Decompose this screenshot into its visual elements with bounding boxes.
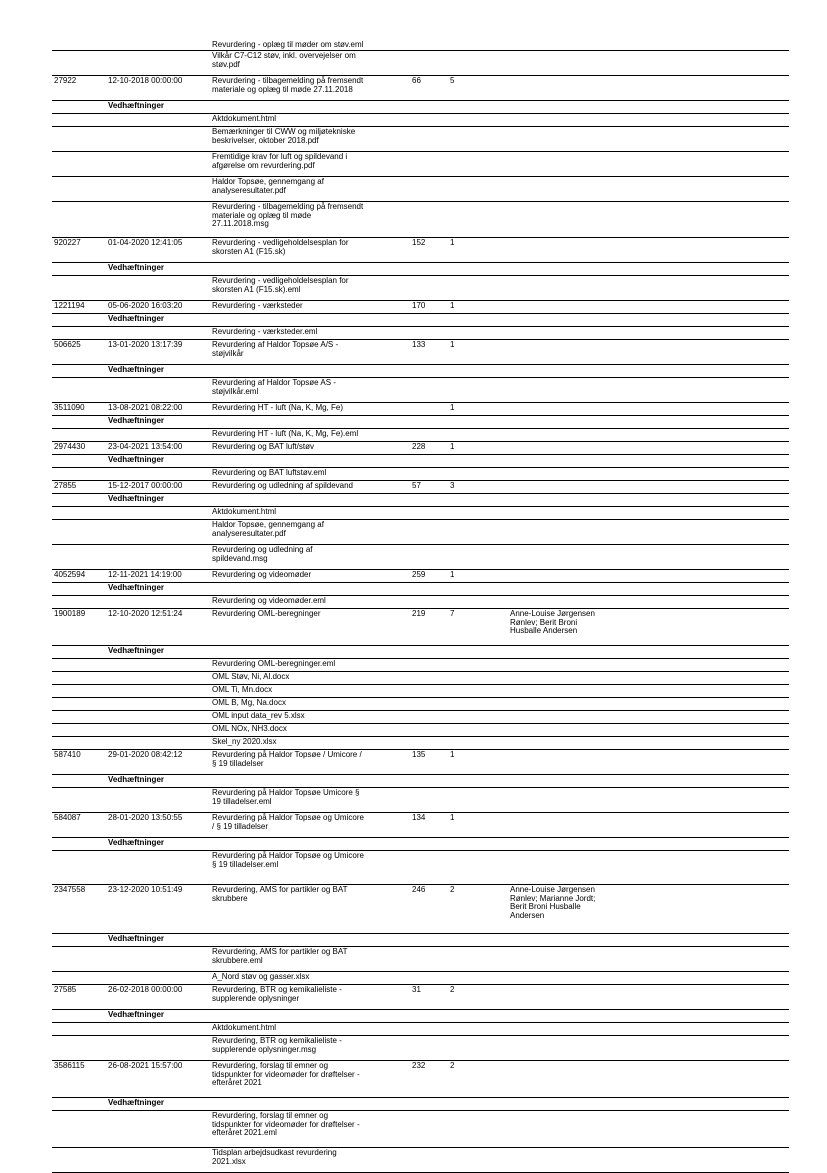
attachments-header-row (52, 494, 789, 507)
record-number: 57 (412, 481, 421, 490)
attachment-row (52, 659, 789, 672)
record-date: 28-01-2020 13:50:55 (108, 813, 183, 822)
record-title: Revurdering på Haldor Topsøe og Umicore / § 19 tilladelser (212, 813, 364, 831)
record-number: 31 (412, 985, 421, 994)
attachments-header-row (52, 365, 789, 378)
attachment-count: 1 (450, 301, 455, 310)
attachments-label: Vedhæftninger (108, 1098, 165, 1107)
attachments-label: Vedhæftninger (108, 314, 165, 323)
attachment-filename: Bemærkninger til CWW og miljøtekniske beskrivelser, oktober 2018.pdf (212, 127, 356, 145)
record-row (52, 1061, 789, 1098)
record-title: Revurdering af Haldor Topsøe A/S - støjvilkår (212, 340, 339, 358)
attachment-filename: A_Nord støv og gasser.xlsx (212, 972, 310, 981)
record-id: 920227 (54, 238, 81, 247)
attachment-filename: Haldor Topsøe, gennemgang af analyseresultater.pdf (212, 177, 324, 195)
record-number: 135 (412, 750, 426, 759)
record-row (52, 813, 789, 838)
attachment-row (52, 177, 789, 202)
attachment-filename: Revurdering - oplæg til møder om støv.eml (212, 40, 364, 49)
record-id: 27585 (54, 985, 77, 994)
attachments-label: Vedhæftninger (108, 494, 165, 503)
record-row (52, 481, 789, 494)
record-title: Revurdering på Haldor Topsøe / Umicore / § 19 tilladelser (212, 750, 362, 768)
record-row (52, 750, 789, 775)
record-date: 23-12-2020 10:51:49 (108, 885, 183, 894)
record-number: 259 (412, 570, 426, 579)
attachment-count: 2 (450, 1061, 455, 1070)
attachment-count: 3 (450, 481, 455, 490)
record-id: 27855 (54, 481, 77, 490)
attachment-count: 1 (450, 340, 455, 349)
record-id: 584087 (54, 813, 81, 822)
attachments-label: Vedhæftninger (108, 646, 165, 655)
record-participants: Anne-Louise Jørgensen Rønlev; Marianne Jordt; Berit Broni Husballe Andersen (510, 885, 596, 920)
attachment-row (52, 378, 789, 403)
attachments-header-row (52, 775, 789, 788)
attachments-label: Vedhæftninger (108, 101, 165, 110)
attachment-filename: Revurdering og BAT luftstøv.eml (212, 468, 327, 477)
record-number: 170 (412, 301, 426, 310)
attachment-row (52, 698, 789, 711)
attachment-count: 1 (450, 238, 455, 247)
attachment-filename: Revurdering, BTR og kemikalieliste - supplerende oplysninger.msg (212, 1036, 342, 1054)
record-row (52, 403, 789, 416)
attachment-row (52, 202, 789, 238)
attachment-filename: Revurdering - vedligeholdelsesplan for skorsten A1 (F15.sk).eml (212, 276, 349, 294)
attachments-header-row (52, 314, 789, 327)
record-number: 152 (412, 238, 426, 247)
record-id: 2974430 (54, 442, 86, 451)
attachment-count: 1 (450, 750, 455, 759)
record-title: Revurdering og udledning af spildevand (212, 481, 353, 490)
record-number: 133 (412, 340, 426, 349)
attachment-row (52, 788, 789, 813)
attachment-row (52, 851, 789, 885)
attachment-filename: Aktdokument.html (212, 114, 277, 123)
attachment-filename: Revurdering HT - luft (Na, K, Mg, Fe).eml (212, 429, 359, 438)
attachment-filename: Vilkår C7-C12 støv, inkl. overvejelser om støv.pdf (212, 51, 356, 69)
attachment-filename: Revurdering OML-beregninger.eml (212, 659, 336, 668)
attachment-row (52, 327, 789, 340)
attachment-count: 1 (450, 813, 455, 822)
record-participants: Anne-Louise Jørgensen Rønlev; Berit Broni Husballe Andersen (510, 609, 595, 636)
record-title: Revurdering og BAT luft/støv (212, 442, 314, 451)
attachment-filename: Revurdering - værksteder.eml (212, 327, 318, 336)
record-date: 12-11-2021 14:19:00 (108, 570, 182, 579)
attachment-row (52, 724, 789, 737)
record-number: 228 (412, 442, 426, 451)
record-title: Revurdering - tilbagemelding på fremsendt materiale og oplæg til møde 27.11.2018 (212, 76, 364, 94)
record-date: 12-10-2020 12:51:24 (108, 609, 183, 618)
attachments-header-row (52, 934, 789, 947)
attachment-filename: Skel_ny 2020.xlsx (212, 737, 277, 746)
attachment-row (52, 947, 789, 972)
attachments-header-row (52, 416, 789, 429)
attachments-header-row (52, 583, 789, 596)
records-table (52, 40, 789, 1173)
record-number: 134 (412, 813, 426, 822)
record-id: 1900189 (54, 609, 86, 618)
record-title: Revurdering HT - luft (Na, K, Mg, Fe) (212, 403, 343, 412)
attachment-row (52, 152, 789, 177)
record-title: Revurdering OML-beregninger (212, 609, 321, 618)
attachment-filename: Revurdering, forslag til emner og tidspunkter for videomøder for drøftelser - efteråret 2021.eml (212, 1111, 360, 1138)
attachment-row (52, 672, 789, 685)
attachments-header-row (52, 455, 789, 468)
record-title: Revurdering, AMS for partikler og BAT skrubbere (212, 885, 348, 903)
attachment-filename: Fremtidige krav for luft og spildevand i afgørelse om revurdering.pdf (212, 152, 348, 170)
attachment-row (52, 520, 789, 545)
attachments-header-row (52, 1010, 789, 1023)
record-row (52, 76, 789, 101)
record-date: 26-08-2021 15:57:00 (108, 1061, 183, 1070)
attachment-row (52, 1111, 789, 1148)
attachment-filename: Revurdering - tilbagemelding på fremsendt materiale og oplæg til møde 27.11.2018.msg (212, 202, 364, 229)
record-id: 2347558 (54, 885, 86, 894)
record-id: 4052594 (54, 570, 86, 579)
attachment-row (52, 1023, 789, 1036)
record-number: 246 (412, 885, 426, 894)
record-row (52, 609, 789, 646)
record-date: 12-10-2018 00:00:00 (108, 76, 183, 85)
attachment-row (52, 429, 789, 442)
attachment-row (52, 40, 789, 51)
record-row (52, 570, 789, 583)
attachment-filename: Revurdering, AMS for partikler og BAT skrubbere.eml (212, 947, 348, 965)
record-number: 66 (412, 76, 421, 85)
attachment-row (52, 1036, 789, 1061)
record-date: 13-08-2021 08:22:00 (108, 403, 183, 412)
attachment-row (52, 685, 789, 698)
record-date: 13-01-2020 13:17:39 (108, 340, 183, 349)
attachment-filename: Revurdering og udledning af spildevand.msg (212, 545, 313, 563)
attachment-row (52, 596, 789, 609)
attachment-filename: Aktdokument.html (212, 1023, 277, 1032)
attachments-header-row (52, 646, 789, 659)
record-id: 3586115 (54, 1061, 85, 1070)
record-id: 3511090 (54, 403, 85, 412)
record-title: Revurdering, forslag til emner og tidspunkter for videomøder for drøftelser - efteråret 2021 (212, 1061, 360, 1088)
record-number: 219 (412, 609, 426, 618)
record-row (52, 885, 789, 934)
attachment-row (52, 972, 789, 985)
record-row (52, 340, 789, 365)
attachment-filename: Revurdering af Haldor Topsøe AS - støjvilkår.eml (212, 378, 336, 396)
attachment-row (52, 51, 789, 76)
record-id: 1221194 (54, 301, 85, 310)
attachments-label: Vedhæftninger (108, 263, 165, 272)
record-row (52, 238, 789, 263)
record-title: Revurdering, BTR og kemikalieliste - supplerende oplysninger (212, 985, 342, 1003)
attachment-count: 7 (450, 609, 455, 618)
attachment-filename: Revurdering på Haldor Topsøe Umicore § 19 tilladelser.eml (212, 788, 360, 806)
attachment-count: 5 (450, 76, 455, 85)
attachments-header-row (52, 263, 789, 276)
attachment-filename: Revurdering på Haldor Topsøe og Umicore § 19 tilladelser.eml (212, 851, 364, 869)
record-date: 29-01-2020 08:42:12 (108, 750, 183, 759)
record-id: 506625 (54, 340, 81, 349)
record-number: 232 (412, 1061, 426, 1070)
attachments-label: Vedhæftninger (108, 365, 165, 374)
attachment-row (52, 114, 789, 127)
attachments-header-row (52, 1098, 789, 1111)
attachment-row (52, 468, 789, 481)
attachment-filename: Revurdering og videomøder.eml (212, 596, 326, 605)
record-date: 26-02-2018 00:00:00 (108, 985, 183, 994)
record-title: Revurdering og videomøder (212, 570, 312, 579)
attachment-count: 1 (450, 442, 455, 451)
attachment-row (52, 545, 789, 570)
attachment-filename: OML Støv, Ni, Al.docx (212, 672, 290, 681)
attachment-filename: OML input data_rev 5.xlsx (212, 711, 305, 720)
attachment-filename: OML Ti, Mn.docx (212, 685, 273, 694)
attachment-count: 1 (450, 570, 455, 579)
attachment-filename: OML NOx, NH3.docx (212, 724, 287, 733)
record-date: 23-04-2021 13:54:00 (108, 442, 183, 451)
record-row (52, 442, 789, 455)
attachments-label: Vedhæftninger (108, 583, 165, 592)
attachment-row (52, 507, 789, 520)
attachment-count: 1 (450, 403, 455, 412)
attachments-label: Vedhæftninger (108, 838, 165, 847)
attachments-label: Vedhæftninger (108, 416, 165, 425)
record-title: Revurdering - værksteder (212, 301, 303, 310)
record-row (52, 985, 789, 1010)
attachment-filename: Aktdokument.html (212, 507, 277, 516)
attachments-label: Vedhæftninger (108, 775, 165, 784)
record-title: Revurdering - vedligeholdelsesplan for skorsten A1 (F15.sk) (212, 238, 349, 256)
record-date: 15-12-2017 00:00:00 (108, 481, 183, 490)
attachments-label: Vedhæftninger (108, 934, 165, 943)
attachments-header-row (52, 101, 789, 114)
attachment-filename: OML B, Mg, Na.docx (212, 698, 286, 707)
attachments-label: Vedhæftninger (108, 455, 165, 464)
attachment-count: 2 (450, 985, 455, 994)
record-date: 01-04-2020 12:41:05 (108, 238, 183, 247)
attachment-row (52, 1148, 789, 1173)
attachment-filename: Tidsplan arbejdsudkast revurdering 2021.xlsx (212, 1148, 337, 1166)
record-row (52, 301, 789, 314)
attachment-row (52, 276, 789, 301)
attachments-label: Vedhæftninger (108, 1010, 165, 1019)
attachment-filename: Haldor Topsøe, gennemgang af analyseresultater.pdf (212, 520, 324, 538)
record-date: 05-06-2020 16:03:20 (108, 301, 183, 310)
attachments-header-row (52, 838, 789, 851)
attachment-row (52, 737, 789, 750)
attachment-count: 2 (450, 885, 455, 894)
attachment-row (52, 127, 789, 152)
record-id: 27922 (54, 76, 77, 85)
record-id: 587410 (54, 750, 81, 759)
attachment-row (52, 711, 789, 724)
